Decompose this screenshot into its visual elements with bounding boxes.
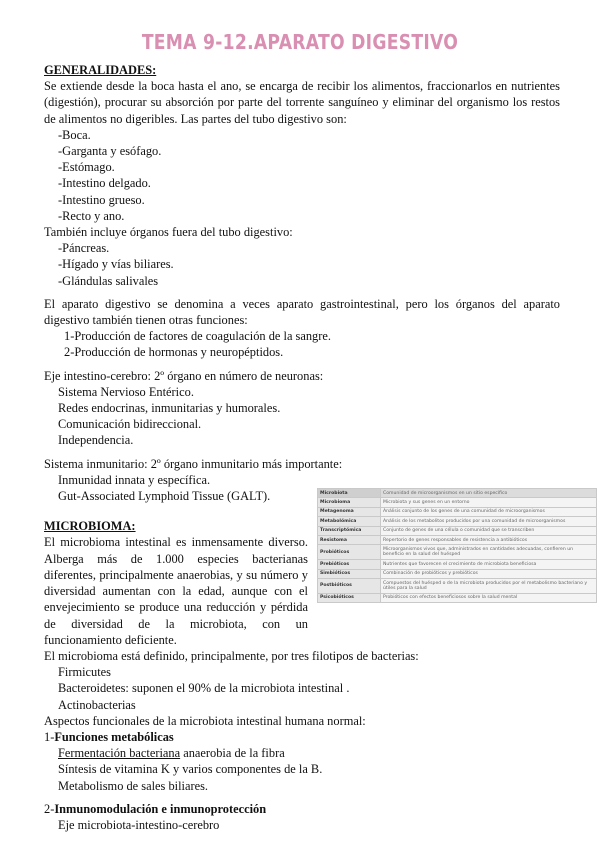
table-definition: Conjunto de genes de una célula o comunidad que se transcriben	[381, 526, 597, 535]
table-row	[318, 579, 597, 594]
section-heading-metabolic	[44, 729, 560, 745]
functional-aspects-intro: Aspectos funcionales de la microbiota intestinal humana normal:	[44, 713, 366, 728]
table-row	[318, 560, 597, 569]
list-item: -Garganta y esófago.	[58, 144, 162, 159]
section-title: Inmunomodulación e inmunoprotección	[54, 801, 267, 816]
list-item: -Páncreas.	[58, 241, 110, 256]
generalidades-heading: GENERALIDADES:	[44, 63, 157, 77]
table-definition: Análisis conjunto de los genes de una comunidad de microorganismos	[381, 507, 597, 516]
digestive-parts-list	[44, 127, 560, 224]
table-definition: Microbiota y sus genes en un entorno	[381, 498, 597, 507]
list-item: Inmunidad innata y específica.	[58, 472, 211, 487]
list-item: -Intestino delgado.	[58, 176, 151, 191]
table-row	[318, 536, 597, 545]
table-term: Microbiota	[318, 489, 381, 498]
section-heading-immune	[44, 801, 560, 817]
table-row	[318, 507, 597, 516]
table-term: Postbióticos	[318, 579, 381, 594]
table-definition: Repertorio de genes responsables de resistencia a antibióticos	[381, 536, 597, 545]
list-item: -Intestino grueso.	[58, 192, 145, 207]
table-definition: Combinación de probióticos y prebióticos	[381, 569, 597, 578]
generalidades-paragraph: Se extiende desde la boca hasta el ano, se encarga de recibir los alimentos, fraccionarlos en nutrientes (digestión), procurar su absorción por parte del torrente sanguíneo y eliminar del organismo los restos de alimentos no digeribles. Las partes del tubo digestivo son:	[44, 79, 560, 126]
table-term: Metabolómica	[318, 517, 381, 526]
list-item: 1-Producción de factores de coagulación de la sangre.	[64, 329, 331, 344]
microbioma-heading: MICROBIOMA:	[44, 519, 136, 534]
external-organs-intro: También incluye órganos fuera del tubo digestivo:	[44, 225, 293, 240]
table-definition: Compuestos del huésped o de la microbiota producidos por el metabolismo bacteriano y útiles para la salud	[381, 579, 597, 594]
list-item	[44, 745, 560, 761]
table-row	[318, 545, 597, 560]
table-row	[318, 593, 597, 602]
list-item: Actinobacterias	[58, 697, 136, 712]
table-definition: Nutrientes que favorecen el crecimiento de microbiota beneficiosa	[381, 560, 597, 569]
list-item: Sistema Nervioso Entérico.	[58, 384, 194, 399]
glossary-table	[317, 488, 597, 603]
table-row	[318, 498, 597, 507]
list-item: -Boca.	[58, 127, 91, 142]
table-definition: Comunidad de microorganismos en un sitio específico	[381, 489, 597, 498]
list-item: Redes endocrinas, inmunitarias y humorales.	[58, 401, 281, 416]
section-title: Funciones metabólicas	[54, 729, 174, 744]
table-term: Transcriptómica	[318, 526, 381, 535]
table-definition: Análisis de los metabolitos producidos por una comunidad de microorganismos	[381, 517, 597, 526]
microbioma-paragraph: El microbioma intestinal es inmensamente diverso. Alberga más de 1.000 especies bacterianas diferentes, principalmente anaerobias, y su número y diversidad aumentan con la edad, aunque con el envejecimiento se produce una reducción y pérdida de diversidad de la microbiota, con un funcionamiento deficiente.	[44, 535, 308, 647]
gut-brain-axis-intro: Eje intestino-cerebro: 2º órgano en número de neuronas:	[44, 368, 324, 383]
list-item: Metabolismo de sales biliares.	[58, 778, 209, 793]
table-term: Prebióticos	[318, 560, 381, 569]
gastro-paragraph: El aparato digestivo se denomina a veces aparato gastrointestinal, pero los órganos del aparato digestivo también tienen otras funciones:	[44, 296, 560, 328]
table-row	[318, 517, 597, 526]
list-item: -Hígado y vías biliares.	[58, 257, 174, 272]
table-row	[318, 489, 597, 498]
document-title: TEMA 9-12.APARATO DIGESTIVO	[141, 30, 459, 54]
section-number: 1-	[44, 729, 55, 744]
fermentation-term: Fermentación bacteriana	[58, 746, 181, 761]
list-item: Bacteroidetes: suponen el 90% de la microbiota intestinal .	[58, 681, 350, 696]
section-number: 2-	[44, 801, 55, 816]
list-item: 2-Producción de hormonas y neuropéptidos.	[64, 345, 284, 360]
list-item: Gut-Associated Lymphoid Tissue (GALT).	[58, 489, 271, 504]
list-item: -Estómago.	[58, 160, 115, 175]
list-item: Firmicutes	[58, 665, 111, 680]
table-term: Psicobióticos	[318, 593, 381, 602]
immune-system-intro: Sistema inmunitario: 2º órgano inmunitario más importante:	[44, 456, 343, 471]
table-term: Probióticos	[318, 545, 381, 560]
document-body	[44, 62, 560, 833]
table-definition: Microorganismos vivos que, administrados en cantidades adecuadas, confieren un beneficio en la salud del huésped	[381, 545, 597, 560]
list-item: -Glándulas salivales	[58, 273, 159, 288]
list-item: Comunicación bidireccional.	[58, 417, 202, 432]
table-term: Microbioma	[318, 498, 381, 507]
table-definition: Probióticos con efectos beneficiosos sobre la salud mental	[381, 593, 597, 602]
list-item: -Recto y ano.	[58, 208, 125, 223]
phyla-intro: El microbioma está definido, principalmente, por tres filotipos de bacterias:	[44, 648, 419, 663]
list-item: Independencia.	[58, 433, 134, 448]
list-item: Síntesis de vitamina K y varios componentes de la B.	[58, 762, 323, 777]
table-term: Resistoma	[318, 536, 381, 545]
fermentation-rest: anaerobia de la fibra	[180, 746, 285, 761]
table-row	[318, 569, 597, 578]
table-term: Simbióticos	[318, 569, 381, 578]
list-item: Eje microbiota-intestino-cerebro	[58, 817, 220, 832]
table-row	[318, 526, 597, 535]
table-term: Metagenoma	[318, 507, 381, 516]
external-organs-list	[44, 240, 560, 289]
